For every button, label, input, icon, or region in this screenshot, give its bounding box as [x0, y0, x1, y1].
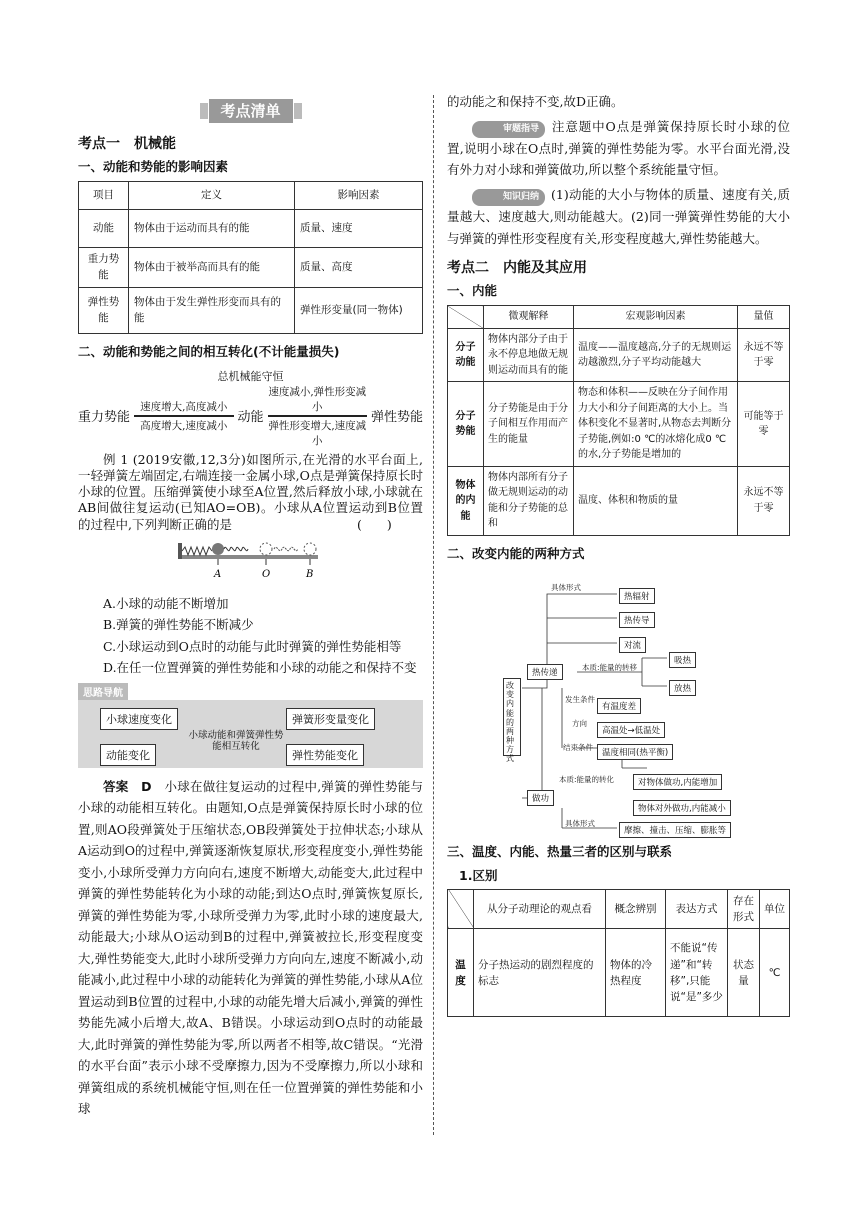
tree-label: 本质:能量的转移: [582, 662, 638, 672]
table-header: 影响因素: [295, 182, 423, 210]
example-question: 例 1 (2019安徽,12,3分)如图所示,在光滑的水平台面上,一轻弹簧左端固定,右端连接一金属小球,O点是弹簧保持原长时小球的位置。压缩弹簧使小球至A位置,然后释放小球,小球就在AB间做往复运动(已知AO=OB)。小球从A位置运动到B位置的过程中,下列判断正确的是 ( ): [78, 451, 423, 532]
option-d: D.在任一位置弹簧的弹性势能和小球的动能之和保持不变: [103, 660, 417, 676]
tip-tag: 审题指导: [472, 121, 545, 138]
subsection-title: 1.区别: [459, 867, 498, 883]
table-row: 物体的内能 物体内部所有分子做无规则运动的动能和分子势能的总和 温度、体积和物质的量 永远不等于零: [448, 466, 790, 535]
answer-explanation: [78, 776, 423, 1120]
kaodian-2-title: 考点二 内能及其应用: [447, 260, 587, 277]
tree-node: 对流: [619, 637, 646, 653]
nav-box-speed: 小球速度变化: [100, 708, 178, 730]
nav-label: 思路导航: [78, 683, 128, 700]
table-row: 分子势能 分子势能是由于分子间相互作用而产生的能量 物态和体积——反映在分子间作用力大小和分子间距离的大小上。当体积变化不显著时,从物态去判断分子势能,例如:0 ℃的冰熔化成0 ℃的水,分子势能是增加的 可能等于零: [448, 382, 790, 467]
spring-ball-figure: [78, 535, 423, 585]
kaodian-1-title: 考点一 机械能: [78, 136, 176, 152]
conv-arrow-backward: 高度增大,速度减小: [134, 416, 233, 433]
internal-energy-table: [447, 305, 790, 536]
tree-node: 对物体做功,内能增加: [633, 774, 722, 790]
answer-continued: 的动能之和保持不变,故D正确。: [447, 94, 624, 109]
nav-box-deform: 弹簧形变量变化: [286, 708, 375, 730]
section-2-title: 二、动能和势能之间的相互转化(不计能量损失): [78, 343, 340, 359]
energy-conversion-diagram: [78, 368, 423, 448]
tree-node: 吸热: [669, 652, 696, 668]
tree-label: 结束条件: [563, 742, 593, 752]
tip-summary: 知识归纳 (1)动能的大小与物体的质量、速度有关,质量越大、速度越大,则动能越大。(2)同一弹簧弹性势能的大小与弹簧的弹性形变程度有关,形变程度越大,弹性势能越大。: [447, 186, 790, 246]
table-header: 微观解释: [484, 306, 574, 329]
conv-gravity-pe: 重力势能: [78, 410, 131, 426]
left-column: [78, 95, 423, 1120]
table-header: 项目: [79, 182, 129, 210]
option-b: B.弹簧的弹性势能不断减少: [103, 617, 254, 633]
tree-label: 发生条件: [565, 694, 595, 704]
tree-node-heat: 热传递: [527, 664, 563, 680]
tree-node-work: 做功: [527, 790, 554, 806]
tree-label: 本质:能量的转化: [559, 774, 615, 784]
table-row: 分子动能 物体内部分子由于永不停息地做无规则运动而具有的能 温度——温度越高,分子的无规则运动越激烈,分子平均动能越大 永远不等于零: [448, 328, 790, 382]
table-row: 动能 物体由于运动而具有的能 质量、速度: [79, 210, 423, 248]
difference-title: 三、温度、内能、热量三者的区别与联系: [447, 843, 673, 859]
tree-node: 热传导: [619, 612, 655, 628]
temperature-table: [447, 889, 790, 1018]
table-row: 温度 分子热运动的剧烈程度的标志 物体的冷热程度 不能说“传递”和“转移”,只能说“是”多少 状态量 ℃: [448, 929, 790, 1017]
section-banner: 考点清单: [209, 99, 293, 123]
tree-label: 具体形式: [551, 582, 581, 592]
option-c: C.小球运动到O点时的动能与此时弹簧的弹性势能相等: [103, 638, 402, 654]
fig-label: A: [214, 568, 222, 580]
conv-arrow-backward: 弹性形变增大,速度减小: [268, 416, 367, 448]
conv-elastic-pe: 弹性势能: [371, 410, 424, 426]
tree-label: 具体形式: [565, 818, 595, 828]
tree-root: 改变内能的两种方式: [503, 678, 521, 756]
change-energy-title: 二、改变内能的两种方式: [447, 545, 585, 561]
table-header: 概念辨别: [606, 889, 666, 929]
conv-arrow-forward: 速度减小,弹性形变减小: [268, 384, 367, 416]
table-header: 表达方式: [666, 889, 728, 929]
table-header: 量值: [738, 306, 790, 329]
table-row: 弹性势能 物体由于发生弹性形变而具有的能 弹性形变量(同一物体): [79, 287, 423, 333]
tree-label: 方向: [572, 718, 587, 728]
energy-factors-table: [78, 181, 423, 334]
nav-box-elastic: 弹性势能变化: [286, 744, 364, 766]
right-column: [447, 95, 790, 1017]
table-header: 宏观影响因素: [574, 306, 738, 329]
table-header: 定义: [129, 182, 295, 210]
table-header: 存在形式: [728, 889, 760, 929]
conv-kinetic: 动能: [237, 410, 264, 426]
tree-node: 温度相同(热平衡): [597, 744, 673, 760]
answer-label: 答案 D: [103, 778, 152, 794]
nav-middle-text: 小球动能和弹簧弹性势能相互转化: [188, 729, 284, 753]
internal-energy-title: 一、内能: [447, 283, 498, 299]
table-row: 重力势能 物体由于被举高而具有的能 质量、高度: [79, 248, 423, 288]
table-header: 从分子动理论的观点看: [474, 889, 606, 929]
option-a: A.小球的动能不断增加: [103, 595, 229, 611]
tip-tag: 知识归纳: [472, 189, 545, 206]
tree-node: 摩擦、撞击、压缩、膨胀等: [619, 822, 731, 838]
answer-text: 小球在做往复运动的过程中,弹簧的弹性势能与小球的动能相互转化。由题知,O点是弹簧保持原长时小球的位置,则AO段弹簧处于压缩状态,OB段弹簧处于拉伸状态;小球从A运动到O的过程中,弹簧逐渐恢复原状,形变程度变小,弹性势能变小,小球所受弹力方向向右,速度不断增大,动能变大,此过程中弹簧的弹性势能转化为小球的动能;到达O点时,弹簧恢复原长,弹簧的弹性势能为零,小球所受弹力为零,此时小球的速度最大,动能最大;小球从O运动到B的过程中,弹簧被拉长,形变程度变大,弹性势能变大,此时小球所受弹力方向向左,速度不断减小,动能减小,此过程中小球的动能转化为弹簧的弹性势能,小球从A位置运动到B位置的过程中,小球的动能先增大后减小,弹簧的弹性势能先减小后增大,故A、B错误。小球运动到O点时的动能最大,此时弹簧的弹性势能为零,所以两者不相等,故C错误。“光滑的水平台面”表示小球不受摩擦力,因为不受摩擦力,所以小球和弹簧组成的系统机械能守恒,则在任一位置弹簧的弹性势能和小球: [78, 778, 423, 1117]
column-divider: [433, 95, 434, 1135]
fig-label: B: [306, 568, 314, 580]
tip-review: 审题指导 注意题中O点是弹簧保持原长时小球的位置,说明小球在O点时,弹簧的弹性势能为零。水平台面光滑,没有外力对小球和弹簧做功,所以整个系统能量守恒。: [447, 118, 790, 178]
conv-arrow-forward: 速度增大,高度减小: [134, 399, 233, 416]
nav-box-kinetic: 动能变化: [100, 744, 156, 766]
tree-node: 有温度差: [597, 698, 641, 714]
table-header: 单位: [760, 889, 790, 929]
tree-node: 热辐射: [619, 588, 655, 604]
thinking-nav-diagram: [78, 700, 423, 768]
section-1-title: 一、动能和势能的影响因素: [78, 159, 229, 174]
tree-node: 物体对外做功,内能减小: [633, 800, 731, 816]
tree-node: 放热: [669, 680, 696, 696]
tree-node: 高温处→低温处: [597, 722, 665, 738]
fig-label: O: [262, 568, 271, 580]
change-energy-tree: [447, 568, 790, 836]
conversion-top-label: 总机械能守恒: [217, 369, 284, 383]
